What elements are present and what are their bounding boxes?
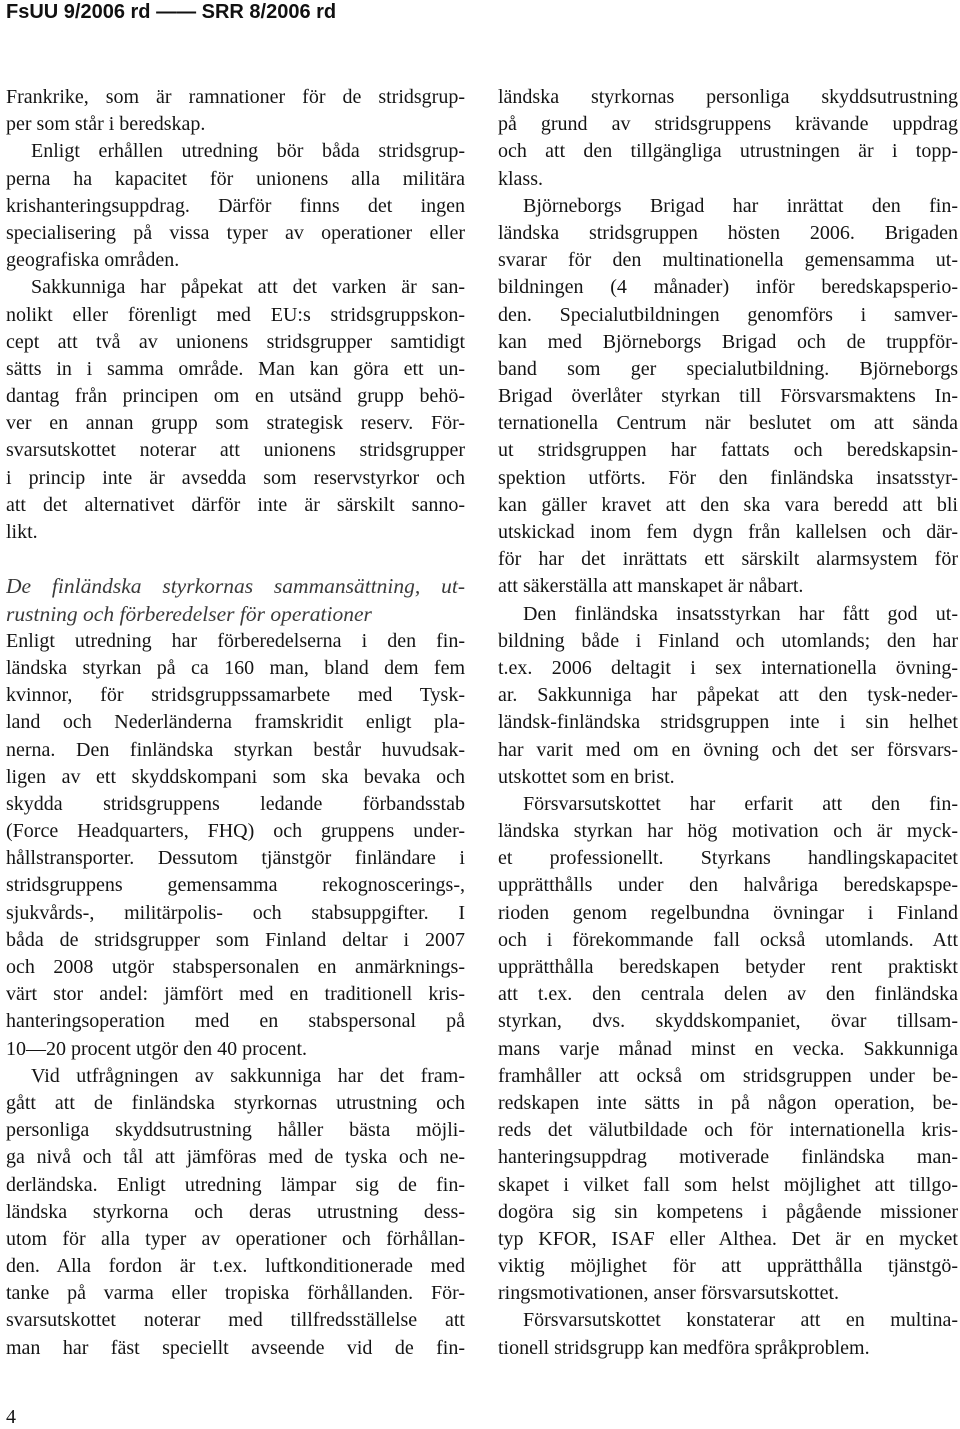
text-line: Vid utfrågningen av sakkunniga har det fram- — [31, 1064, 465, 1087]
text-line: hanteringsoperation med en stabspersonal på — [6, 1010, 465, 1033]
text-line: skapet i vilket fall som helst möjlighet att tillgo- — [498, 1173, 958, 1196]
text-line: och 2008 utgör stabspersonalen en anmärknings- — [6, 956, 465, 978]
paragraph — [498, 1307, 958, 1361]
text-line: sjukvårds-, militärpolis- och stabsuppgifter. I — [6, 901, 465, 924]
text-line: (Force Headquarters, FHQ) och gruppens under- — [6, 820, 465, 843]
text-line: svarar för den multinationella gemensamma ut- — [498, 249, 958, 272]
text-line: kvinnor, för stridsgruppssamarbete med Tysk- — [6, 684, 465, 707]
text-line: Brigad överlåter styrkan till Försvarsmaktens In- — [498, 385, 958, 408]
text-line: dantag från principen om en utsänd grupp behö- — [6, 385, 465, 408]
text-line: perna ha kapacitet för unionens alla militära — [6, 167, 465, 190]
text-line: ligen av ett skyddskompani som ska bevaka och — [6, 765, 465, 788]
text-line: spektion utförts. För den finländska insatsstyr- — [498, 466, 958, 489]
text-line: et professionellt. Styrkans handlingskapacitet — [498, 847, 958, 870]
text-line: svarsutskottet noterar att unionens stridsgrupper — [6, 439, 465, 462]
text-line: kan gäller kravet att den ska vara beredd att bli — [498, 493, 958, 516]
text-line: sätts in i samma område. Man kan göra ett un- — [6, 357, 465, 380]
text-line: Björneborgs Brigad har inrättat den fin- — [523, 194, 958, 217]
left-column — [6, 84, 465, 1362]
text-line: Enligt erhållen utredning bör båda stridsgrup- — [31, 140, 465, 163]
text-line: krishanteringsuppdrag. Därför finns det ingen — [6, 194, 465, 217]
text-line: gått att de finländska styrkornas utrustning och — [6, 1091, 465, 1114]
heading-line: De finländska styrkornas sammansättning, ut- — [6, 574, 465, 599]
text-line: och att den tillgängliga utrustningen är i topp- — [498, 140, 958, 163]
text-line: nerna. Den finländska styrkan består huvudsak- — [6, 738, 465, 761]
text-line: reds det välutbildade och för internationella kris- — [498, 1119, 958, 1142]
text-line: man har fäst speciellt avseende vid de fin- — [6, 1336, 465, 1359]
text-line: Enligt utredning har förberedelserna i den fin- — [6, 629, 465, 652]
text-line: skydda stridsgruppens ledande förbandsstab — [6, 792, 465, 815]
text-line: Försvarsutskottet har erfarit att den fin- — [523, 792, 958, 815]
text-line: Frankrike, som är ramnationer för de stridsgrup- — [6, 86, 465, 108]
text-line: land och Nederländerna framskridit enligt pla- — [6, 711, 465, 734]
text-line: nolikt eller förenligt med EU:s stridsgruppskon- — [6, 303, 465, 326]
text-line: båda de stridsgrupper som Finland deltar i 2007 — [6, 928, 465, 951]
paragraph — [6, 138, 465, 274]
paragraph — [498, 791, 958, 1308]
text-line: Den finländska insatsstyrkan har fått god ut- — [523, 602, 958, 625]
text-line: typ KFOR, ISAF eller Althea. Det är en mycket — [498, 1227, 958, 1250]
text-line: ländska styrkorna och deras utrustning dess- — [6, 1200, 465, 1223]
text-line: rioden genom regelbundna övningar i Finland — [498, 901, 958, 924]
section-heading — [6, 573, 465, 627]
text-line: utskottet som en brist. — [498, 765, 675, 788]
text-line: tanke på varma eller tropiska förhållanden. För- — [6, 1282, 465, 1305]
text-line: ga nivå och tål att jämföras med de tyska och ne- — [6, 1146, 465, 1169]
text-line: upprätthålla beredskapen betyder rent praktiskt — [498, 956, 958, 978]
text-line: viktig möjlighet för att upprätthålla tjänstgö- — [498, 1255, 958, 1278]
text-line: Försvarsutskottet konstaterar att en multina- — [523, 1309, 958, 1332]
text-line: ver en annan grupp som strategisk reserv. För- — [6, 412, 465, 435]
text-line: utskickad inom fem dygn från kallelsen och där- — [498, 521, 958, 543]
text-line: styrkan, dvs. skyddskompaniet, övar tillsam- — [498, 1010, 958, 1033]
text-line: ländska stridsgruppen hösten 2006. Brigaden — [498, 221, 958, 244]
text-line: ländska styrkornas personliga skyddsutrustning — [498, 86, 958, 108]
text-line: bildningen (4 månader) inför beredskapsperio- — [498, 276, 958, 299]
text-line: stridsgruppens gemensamma rekognoscerings-, — [6, 874, 465, 897]
paragraph — [6, 84, 465, 138]
running-header: FsUU 9/2006 rd —— SRR 8/2006 rd — [6, 1, 337, 23]
text-line: ar. Sakkunniga har påpekat att den tysk-neder- — [498, 684, 958, 707]
text-line: tionell stridsgrupp kan medföra språkproblem. — [498, 1336, 870, 1359]
text-line: t.ex. 2006 deltagit i sex internationella övning- — [498, 656, 958, 679]
text-line: redskapen inte sätts in på någon operation, be- — [498, 1091, 958, 1114]
text-line: bildning både i Finland och utomlands; den har — [498, 629, 958, 652]
text-line: utom för alla typer av operationer och förhållan- — [6, 1227, 465, 1250]
text-line: att t.ex. den centrala delen av den finländska — [498, 983, 958, 1006]
text-line: mans varje månad minst en vecka. Sakkunniga — [498, 1037, 958, 1060]
text-line: band som ger specialutbildning. Björneborgs — [498, 357, 958, 380]
text-line: dogöra sig sin kompetens i pågående missioner — [498, 1200, 958, 1223]
text-line: cept att två av unionens stridsgrupper samtidigt — [6, 330, 465, 353]
text-line: värt stor andel: jämfört med en traditionell kris- — [6, 983, 465, 1006]
right-column — [498, 84, 958, 1362]
text-line: per som står i beredskap. — [6, 113, 206, 136]
text-line: likt. — [6, 521, 38, 543]
text-line: att säkerställa att manskapet är nåbart. — [498, 575, 804, 598]
text-line: klass. — [498, 167, 543, 190]
text-line: kan med Björneborgs Brigad och de truppför- — [498, 330, 958, 353]
text-line: ringsmotivationen, anser försvarsutskottet. — [498, 1282, 840, 1305]
paragraph — [6, 628, 465, 1063]
paragraph — [498, 84, 958, 193]
text-line: derländska. Enligt utredning lämpar sig de fin- — [6, 1173, 465, 1196]
text-line: geografiska områden. — [6, 249, 180, 272]
text-line: ut stridsgruppen har fattats och beredskapsin- — [498, 439, 958, 462]
text-line: har varit med om en övning och det ser försvars- — [498, 738, 958, 761]
text-line: ländska styrkan på ca 160 man, bland dem fem — [6, 656, 465, 679]
text-line: på grund av stridsgruppens krävande uppdrag — [498, 113, 958, 136]
paragraph — [498, 601, 958, 791]
page-number: 4 — [6, 1406, 16, 1428]
text-line: att det alternativet därför inte är särskilt sanno- — [6, 493, 465, 516]
paragraph — [498, 193, 958, 601]
text-line: ternationella Centrum när beslutet om att sända — [498, 412, 958, 435]
text-line: den. Alla fordon är t.ex. luftkonditionerade med — [6, 1255, 465, 1278]
text-line: ländsk-finländska stridsgruppen inte i sin helhet — [498, 711, 958, 734]
text-line: upprätthålls under den halvåriga beredskapspe- — [498, 874, 958, 897]
text-line: personliga skyddsutrustning håller bästa möjli- — [6, 1119, 465, 1142]
text-line: svarsutskottet noterar med tillfredsställelse att — [6, 1309, 465, 1332]
text-line: den. Specialutbildningen genomförs i samver- — [498, 303, 958, 326]
heading-line: rustning och förberedelser för operationer — [6, 601, 372, 626]
text-line: i princip inte är avsedda som reservstyrkor och — [6, 466, 465, 489]
text-line: framhåller att också om stridsgruppen under be- — [498, 1064, 958, 1087]
text-line: och i förekommande fall också utomlands. Att — [498, 928, 958, 951]
text-line: för har det inrättats ett särskilt alarmsystem för — [498, 548, 958, 571]
text-line: hanteringsuppdrag motiverade finländska man- — [498, 1146, 958, 1169]
text-line: 10—20 procent utgör den 40 procent. — [6, 1037, 308, 1060]
paragraph — [6, 1063, 465, 1362]
text-line: hållstransporter. Dessutom tjänstgör finländare i — [6, 847, 465, 870]
text-line: Sakkunniga har påpekat att det varken är san- — [31, 276, 465, 299]
paragraph — [6, 274, 465, 546]
text-line: specialisering på vissa typer av operationer eller — [6, 221, 465, 244]
text-line: ländska styrkan har hög motivation och är myck- — [498, 820, 958, 843]
